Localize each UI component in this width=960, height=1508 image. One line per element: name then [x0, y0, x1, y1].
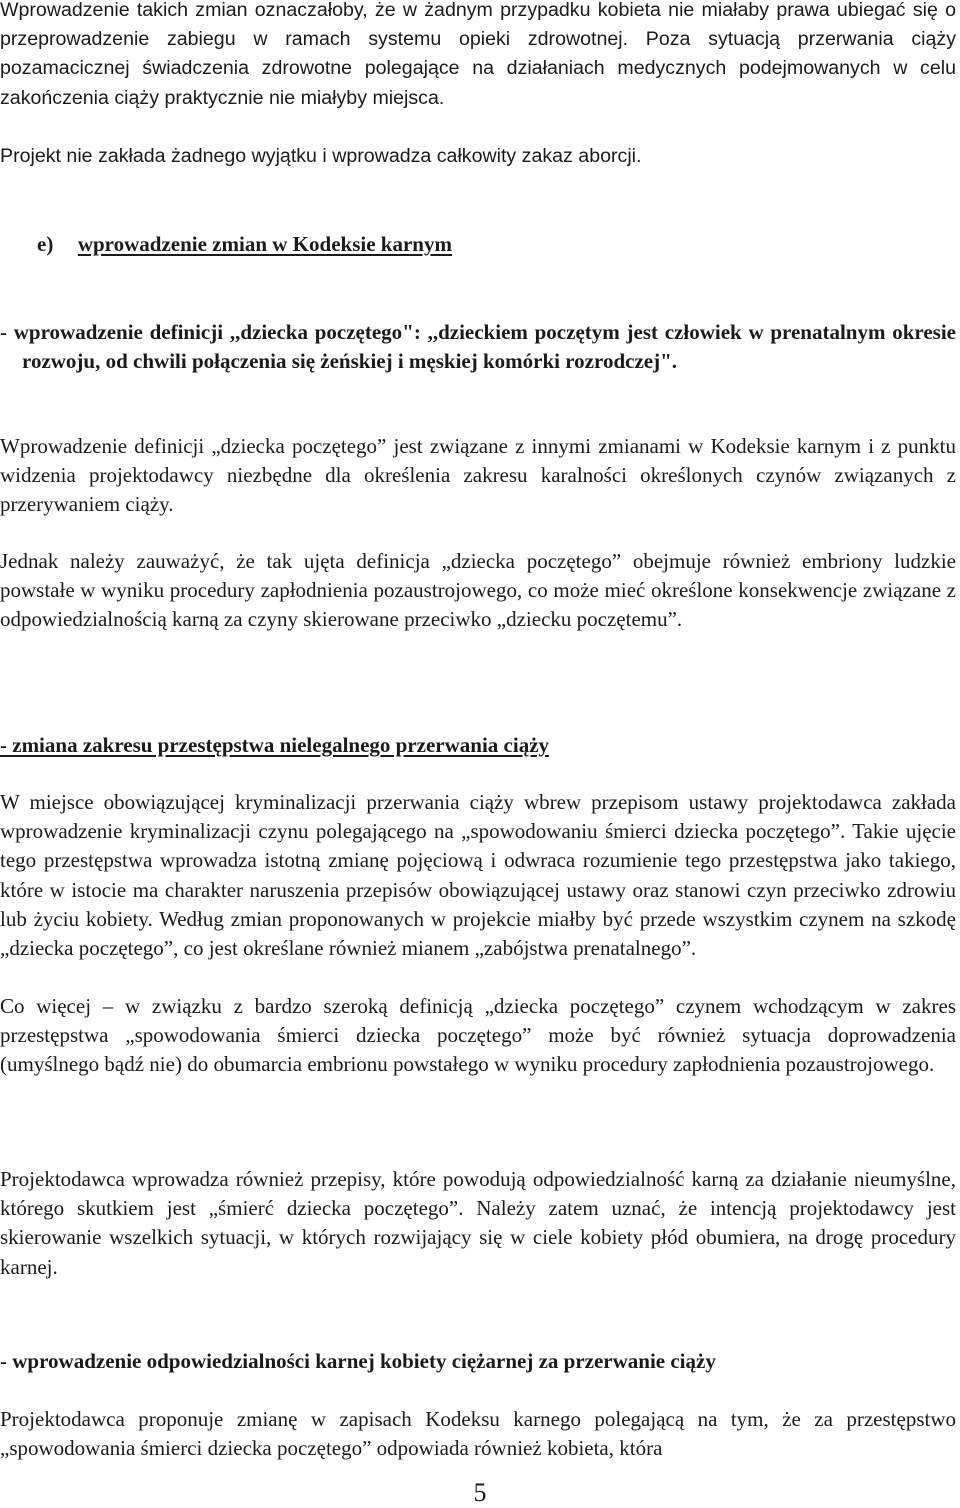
page-number: 5	[473, 1478, 487, 1507]
heading-odpowiedzialnosc-kobiety	[0, 1347, 956, 1376]
section-e-marker: e)	[37, 232, 54, 256]
paragraph-2: Jednak należy zauważyć, że tak ujęta definicja „dziecka poczętego” obejmuje również embriony ludzkie powstałe w wyniku procedury zapłodnienia pozaustrojowego, co może mieć określone konsekwencje związane z odpowiedzialnością karną za czyny skierowane przeciwko „dziecku poczętemu”.	[0, 549, 956, 632]
definition-item: - wprowadzenie definicji ,,dziecka poczętego": ,,dzieckiem poczętym jest człowiek w prenatalnym okresie rozwoju, od chwili połączenia się żeńskiej i męskiej komórki rozrodczej".	[0, 320, 956, 374]
paragraph-3: W miejsce obowiązującej kryminalizacji przerwania ciąży wbrew przepisom ustawy projektodawca zakłada wprowadzenie kryminalizacji czynu polegającego na „spowodowaniu śmierci dziecka poczętego”. Takie ujęcie tego przestępstwa wprowadza istotną zmianę pojęciową i odwraca rozumienie tego przestępstwa jako takiego, które w istocie ma charakter naruszenia przepisów obowiązującej ustawy oraz stanowi czyn przeciwko zdrowiu lub życiu kobiety. Według zmian proponowanych w projekcie miałby być przede wszystkim czynem na szkodę „dziecka poczętego”, co jest określane również mianem „zabójstwa prenatalnego”.	[0, 790, 956, 961]
paragraph-4: Co więcej – w związku z bardzo szeroką definicją „dziecka poczętego” czynem wchodzącym w zakres przestępstwa „spowodowania śmierci dziecka poczętego” może być również sytuacja doprowadzenia (umyślnego bądź nie) do obumarcia embrionu powstałego w wyniku procedury zapłodnienia pozaustrojowego.	[0, 994, 956, 1077]
projekt-note: Projekt nie zakłada żadnego wyjątku i wprowadza całkowity zakaz aborcji.	[0, 145, 642, 167]
paragraph-6: Projektodawca proponuje zmianę w zapisach Kodeksu karnego polegającą na tym, że za przestępstwo „spowodowania śmierci dziecka poczętego” odpowiada również kobieta, która	[0, 1407, 956, 1461]
section-e-title: wprowadzenie zmian w Kodeksie karnym	[77, 232, 452, 256]
paragraph-5: Projektodawca wprowadza również przepisy, które powodują odpowiedzialność karną za działanie nieumyślne, którego skutkiem jest „śmierć dziecka poczętego”. Należy zatem uznać, że intencją projektodawcy jest skierowanie wszelkich sytuacji, w których rozwijający się w ciele kobiety płód obumiera, na drogę procedury karnej.	[0, 1167, 956, 1279]
section-e-heading	[37, 230, 937, 259]
paragraph-1: Wprowadzenie definicji „dziecka poczętego” jest związane z innymi zmianami w Kodeksie karnym i z punktu widzenia projektodawcy niezbędne dla określenia zakresu karalności określonych czynów związanych z przerywaniem ciąży.	[0, 434, 956, 517]
intro-paragraph: Wprowadzenie takich zmian oznaczałoby, że w żadnym przypadku kobieta nie miałaby prawa ubiegać się o przeprowadzenie zabiegu w ramach systemu opieki zdrowotnej. Poza sytuacją przerwania ciąży pozamacicznej świadczenia zdrowotne polegające na działaniach medycznych podejmowanych w celu zakończenia ciąży praktycznie nie miałyby miejsca.	[0, 0, 956, 109]
heading-odpowiedzialnosc-text: - wprowadzenie odpowiedzialności karnej kobiety ciężarnej za przerwanie ciąży	[0, 1349, 716, 1373]
heading-zmiana-zakresu: - zmiana zakresu przestępstwa nielegalnego przerwania ciąży	[0, 733, 550, 757]
